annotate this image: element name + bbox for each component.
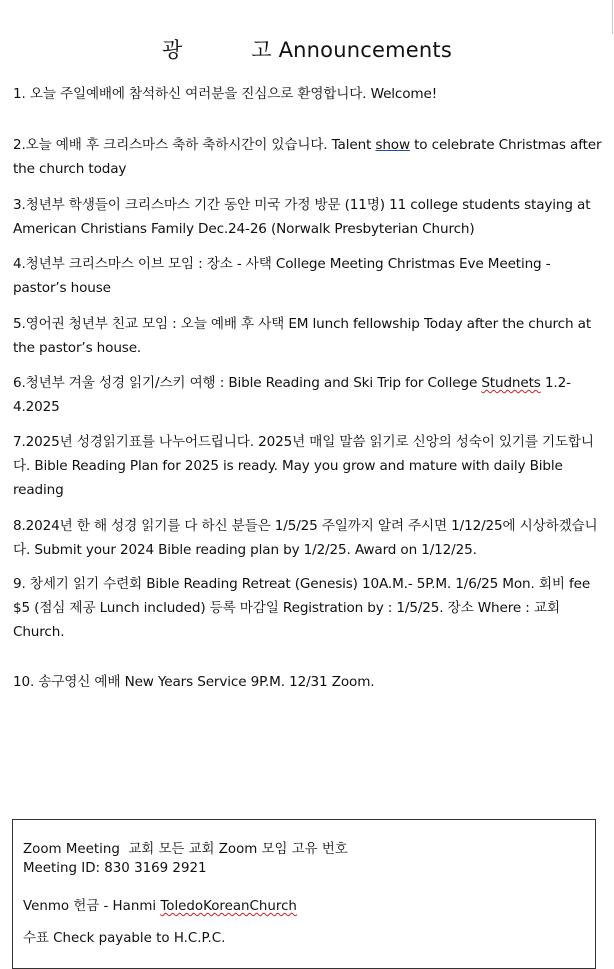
announcement-item-2-text-end: to celebrate Christmas after the church today [13, 137, 602, 177]
announcement-item-7: 7.2025년 성경읽기표를 나누어드립니다. 2025년 매일 말씀 읽기로 신앙의 성숙이 있기를 기도합니다. Bible Reading Plan for 2025 is ready. May you grow and mature with daily Bible reading [13, 434, 594, 498]
zoom-meeting-line: Zoom Meeting 교회 모든 교회 Zoom 모임 고유 번호 [23, 842, 348, 857]
announcement-item-10: 10. 송구영신 예배 New Years Service 9P.M. 12/31 Zoom. [13, 674, 375, 690]
announcement-item-9: 9. 창세기 읽기 수련회 Bible Reading Retreat (Genesis) 10A.M.- 5P.M. 1/6/25 Mon. 회비 fee $5 (점심 제공 Lunch included) 등록 마감일 Registration by : 1/5/25. 장소 Where : 교회 Church. [13, 576, 591, 640]
page-title: 광 고 Announcements [162, 38, 452, 62]
announcement-item-6-text-end: 1.2-4.2025 [13, 375, 571, 415]
venmo-label: Venmo 헌금 - Hanmi [23, 899, 161, 914]
announcement-item-3: 3.청년부 학생들이 크리스마스 기간 동안 미국 가정 방문 (11명) 11 college students staying at American Christians Family Dec.24-26 (Norwalk Presbyterian Church) [13, 197, 591, 237]
announcement-item-4: 4.청년부 크리스마스 이브 모임 : 장소 - 사택 College Meeting Christmas Eve Meeting - pastor’s house [13, 256, 551, 296]
check-payable-line: 수표 Check payable to H.C.P.C. [23, 931, 226, 946]
announcement-item-5: 5.영어권 청년부 친교 모임 : 오늘 예배 후 사택 EM lunch fellowship Today after the church at the pastor’s house. [13, 316, 592, 356]
page-edge-line [612, 0, 613, 34]
announcement-item-1: 1. 오늘 주일예배에 참석하신 여러분을 진심으로 환영합니다. Welcome! [13, 86, 438, 102]
announcement-item-6 [13, 371, 603, 419]
meeting-id-line: Meeting ID: 830 3169 2921 [23, 861, 207, 876]
announcement-item-2-text: 2.오늘 예배 후 크리스마스 축하 축하시간이 있습니다. Talent [13, 137, 376, 153]
announcement-item-6-misspelled-word: Studnets [481, 375, 541, 391]
announcement-item-2 [13, 133, 603, 181]
venmo-line [23, 897, 297, 916]
announcement-item-8: 8.2024년 한 해 성경 읽기를 다 하신 분들은 1/5/25 주일까지 알려 주시면 1/12/25에 시상하겠습니다. Submit your 2024 Bible reading plan by 1/2/25. Award on 1/12/25. [13, 518, 598, 558]
footer-info-box [12, 819, 596, 969]
announcement-item-6-text: 6.청년부 겨울 성경 읽기/스키 여행 : Bible Reading and Ski Trip for College [13, 375, 482, 391]
venmo-handle: ToledoKoreanChurch [160, 899, 297, 914]
announcement-item-2-underlined-word: show [375, 137, 410, 153]
